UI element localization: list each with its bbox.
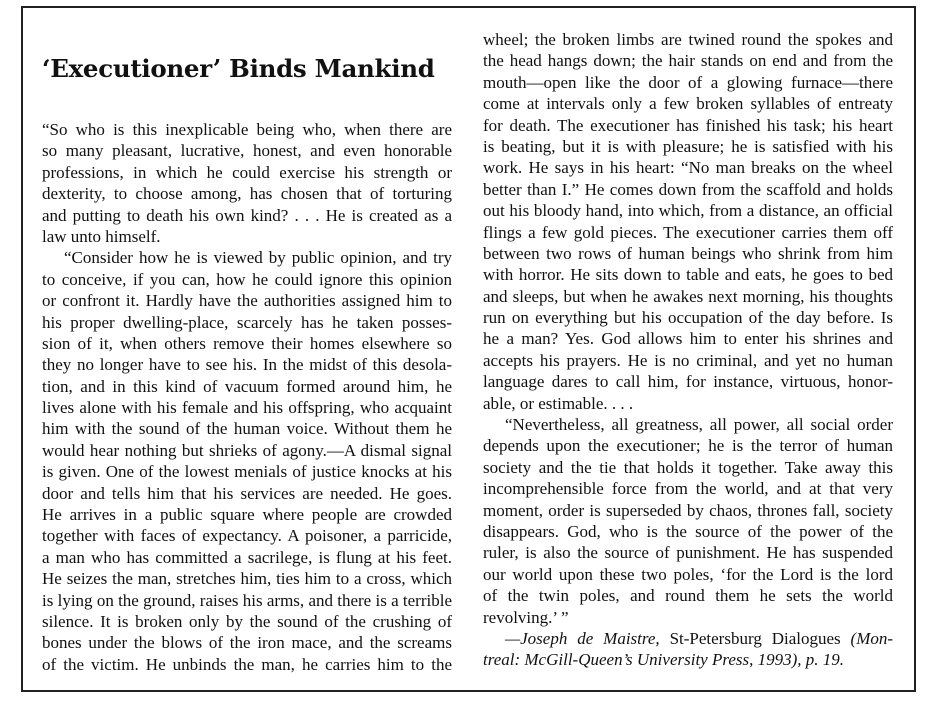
article-title: ‘Executioner’ Binds Mankind — [42, 54, 435, 83]
text-line: a man who has committed a sacrilege, is flung at his feet. — [42, 547, 452, 567]
text-line: sion of it, when others remove their homes elsewhere so — [42, 333, 452, 353]
text-line: so many pleasant, lucrative, honest, and even honorable — [42, 141, 452, 161]
citation-work: St-Petersburg Dialogues — [669, 628, 841, 648]
text-line: moment, order is superseded by chaos, thrones fall, society — [483, 500, 893, 520]
text-line: him with the sound of the human voice. Without them he — [42, 419, 452, 439]
text-line: He seizes the man, stretches him, ties him to a cross, which — [42, 569, 452, 589]
citation-line-2 — [483, 649, 893, 670]
text-line: “Nevertheless, all greatness, all power, all social order — [505, 415, 893, 435]
text-line: he a man? Yes. God allows him to enter his shrines and — [483, 329, 893, 349]
text-line: our world upon these two poles, ‘for the Lord is the lord — [483, 564, 893, 584]
text-line: society and the tie that holds it together. Take away this — [483, 457, 893, 477]
right-column — [483, 29, 893, 671]
text-line: is lying on the ground, raises his arms, and there is a terrible — [42, 590, 452, 610]
text-line: silence. It is broken only by the sound of the crushing of — [42, 611, 452, 631]
text-line: law unto himself. — [42, 226, 161, 246]
text-line: come at intervals only a few broken syllables of entreaty — [483, 94, 893, 114]
text-line: with horror. He sits down to table and eats, he goes to bed — [483, 265, 893, 285]
text-line: or confront it. Hardly have the authorities assigned him to — [42, 291, 452, 311]
text-line: of the twin poles, and round them he sets the world — [483, 586, 893, 606]
text-line: “So who is this inexplicable being who, when there are — [42, 120, 452, 139]
text-line: and putting to death his own kind? . . . He is created as a — [42, 205, 452, 225]
text-line: run on everything but his occupation of the day before. Is — [483, 308, 893, 328]
text-line: they no longer have to see his. In the midst of this desola- — [42, 355, 452, 375]
citation-publisher-start: (Mon- — [850, 628, 894, 648]
text-line: disappears. God, who is the source of the power of the — [483, 521, 893, 541]
text-line: depends upon the executioner; he is the terror of human — [483, 436, 893, 456]
text-line: door and tells him that his services are needed. He goes. — [42, 483, 452, 503]
text-line: better than I.” He comes down from the scaffold and holds — [483, 179, 893, 199]
text-line: revolving.’ ” — [483, 607, 569, 627]
text-line: professions, in which he could exercise his strength or — [42, 162, 452, 182]
text-line: out his bloody hand, into which, from a distance, an official — [483, 201, 893, 221]
text-line: mouth—open like the door of a glowing furnace—there — [483, 72, 893, 92]
text-line: “Consider how he is viewed by public opinion, and try — [64, 248, 452, 268]
text-line: his proper dwelling-place, scarcely has he taken posses- — [42, 312, 452, 332]
text-line: incomprehensible force from the world, and at that very — [483, 479, 893, 499]
text-line: wheel; the broken limbs are twined round the spokes and — [483, 30, 893, 49]
text-line: of the victim. He unbinds the man, he carries him to the — [42, 654, 452, 674]
text-line: able, or estimable. . . . — [483, 393, 634, 413]
text-line: work. He says in his heart: “No man breaks on the wheel — [483, 158, 893, 178]
citation-author: —Joseph de Maistre, — [505, 628, 660, 648]
citation-publisher-end: treal: McGill-Queen’s University Press, 1993), p. 19. — [483, 650, 845, 670]
text-line: He arrives in a public square where people are crowded — [42, 505, 452, 525]
text-line: bones under the blows of the iron mace, and the screams — [42, 633, 452, 653]
text-line: would hear nothing but shrieks of agony.—A dismal signal — [42, 440, 452, 460]
text-line: dexterity, to choose among, has chosen that of torturing — [42, 184, 452, 204]
text-line: language dares to call him, for instance, virtuous, honor- — [483, 372, 893, 392]
text-line: between two rows of human beings who shrink from him — [483, 243, 893, 263]
text-line: tion, and in this kind of vacuum formed around him, he — [42, 376, 452, 396]
text-line: ruler, is also the source of punishment. He has suspended — [483, 543, 893, 563]
text-line: together with faces of expectancy. A poisoner, a parricide, — [42, 526, 452, 546]
text-line: is given. One of the lowest menials of justice knocks at his — [42, 462, 452, 482]
text-line: lives alone with his female and his offspring, who acquaint — [42, 398, 452, 418]
text-line: to conceive, if you can, how he could ignore this opinion — [42, 269, 452, 289]
text-line: accepts his prayers. He is no criminal, and yet no human — [483, 350, 893, 370]
text-line: and sleeps, but when he awakes next morning, his thoughts — [483, 286, 893, 306]
text-line: is beating, but it is with pleasure; he is satisfied with his — [483, 136, 893, 156]
text-line: the head hangs down; the hair stands on end and from the — [483, 51, 893, 71]
text-line: flings a few gold pieces. The executioner carries them off — [483, 222, 893, 242]
text-line: for death. The executioner has finished his task; his heart — [483, 115, 893, 135]
left-column — [42, 119, 452, 675]
citation-line-1 — [483, 628, 893, 649]
